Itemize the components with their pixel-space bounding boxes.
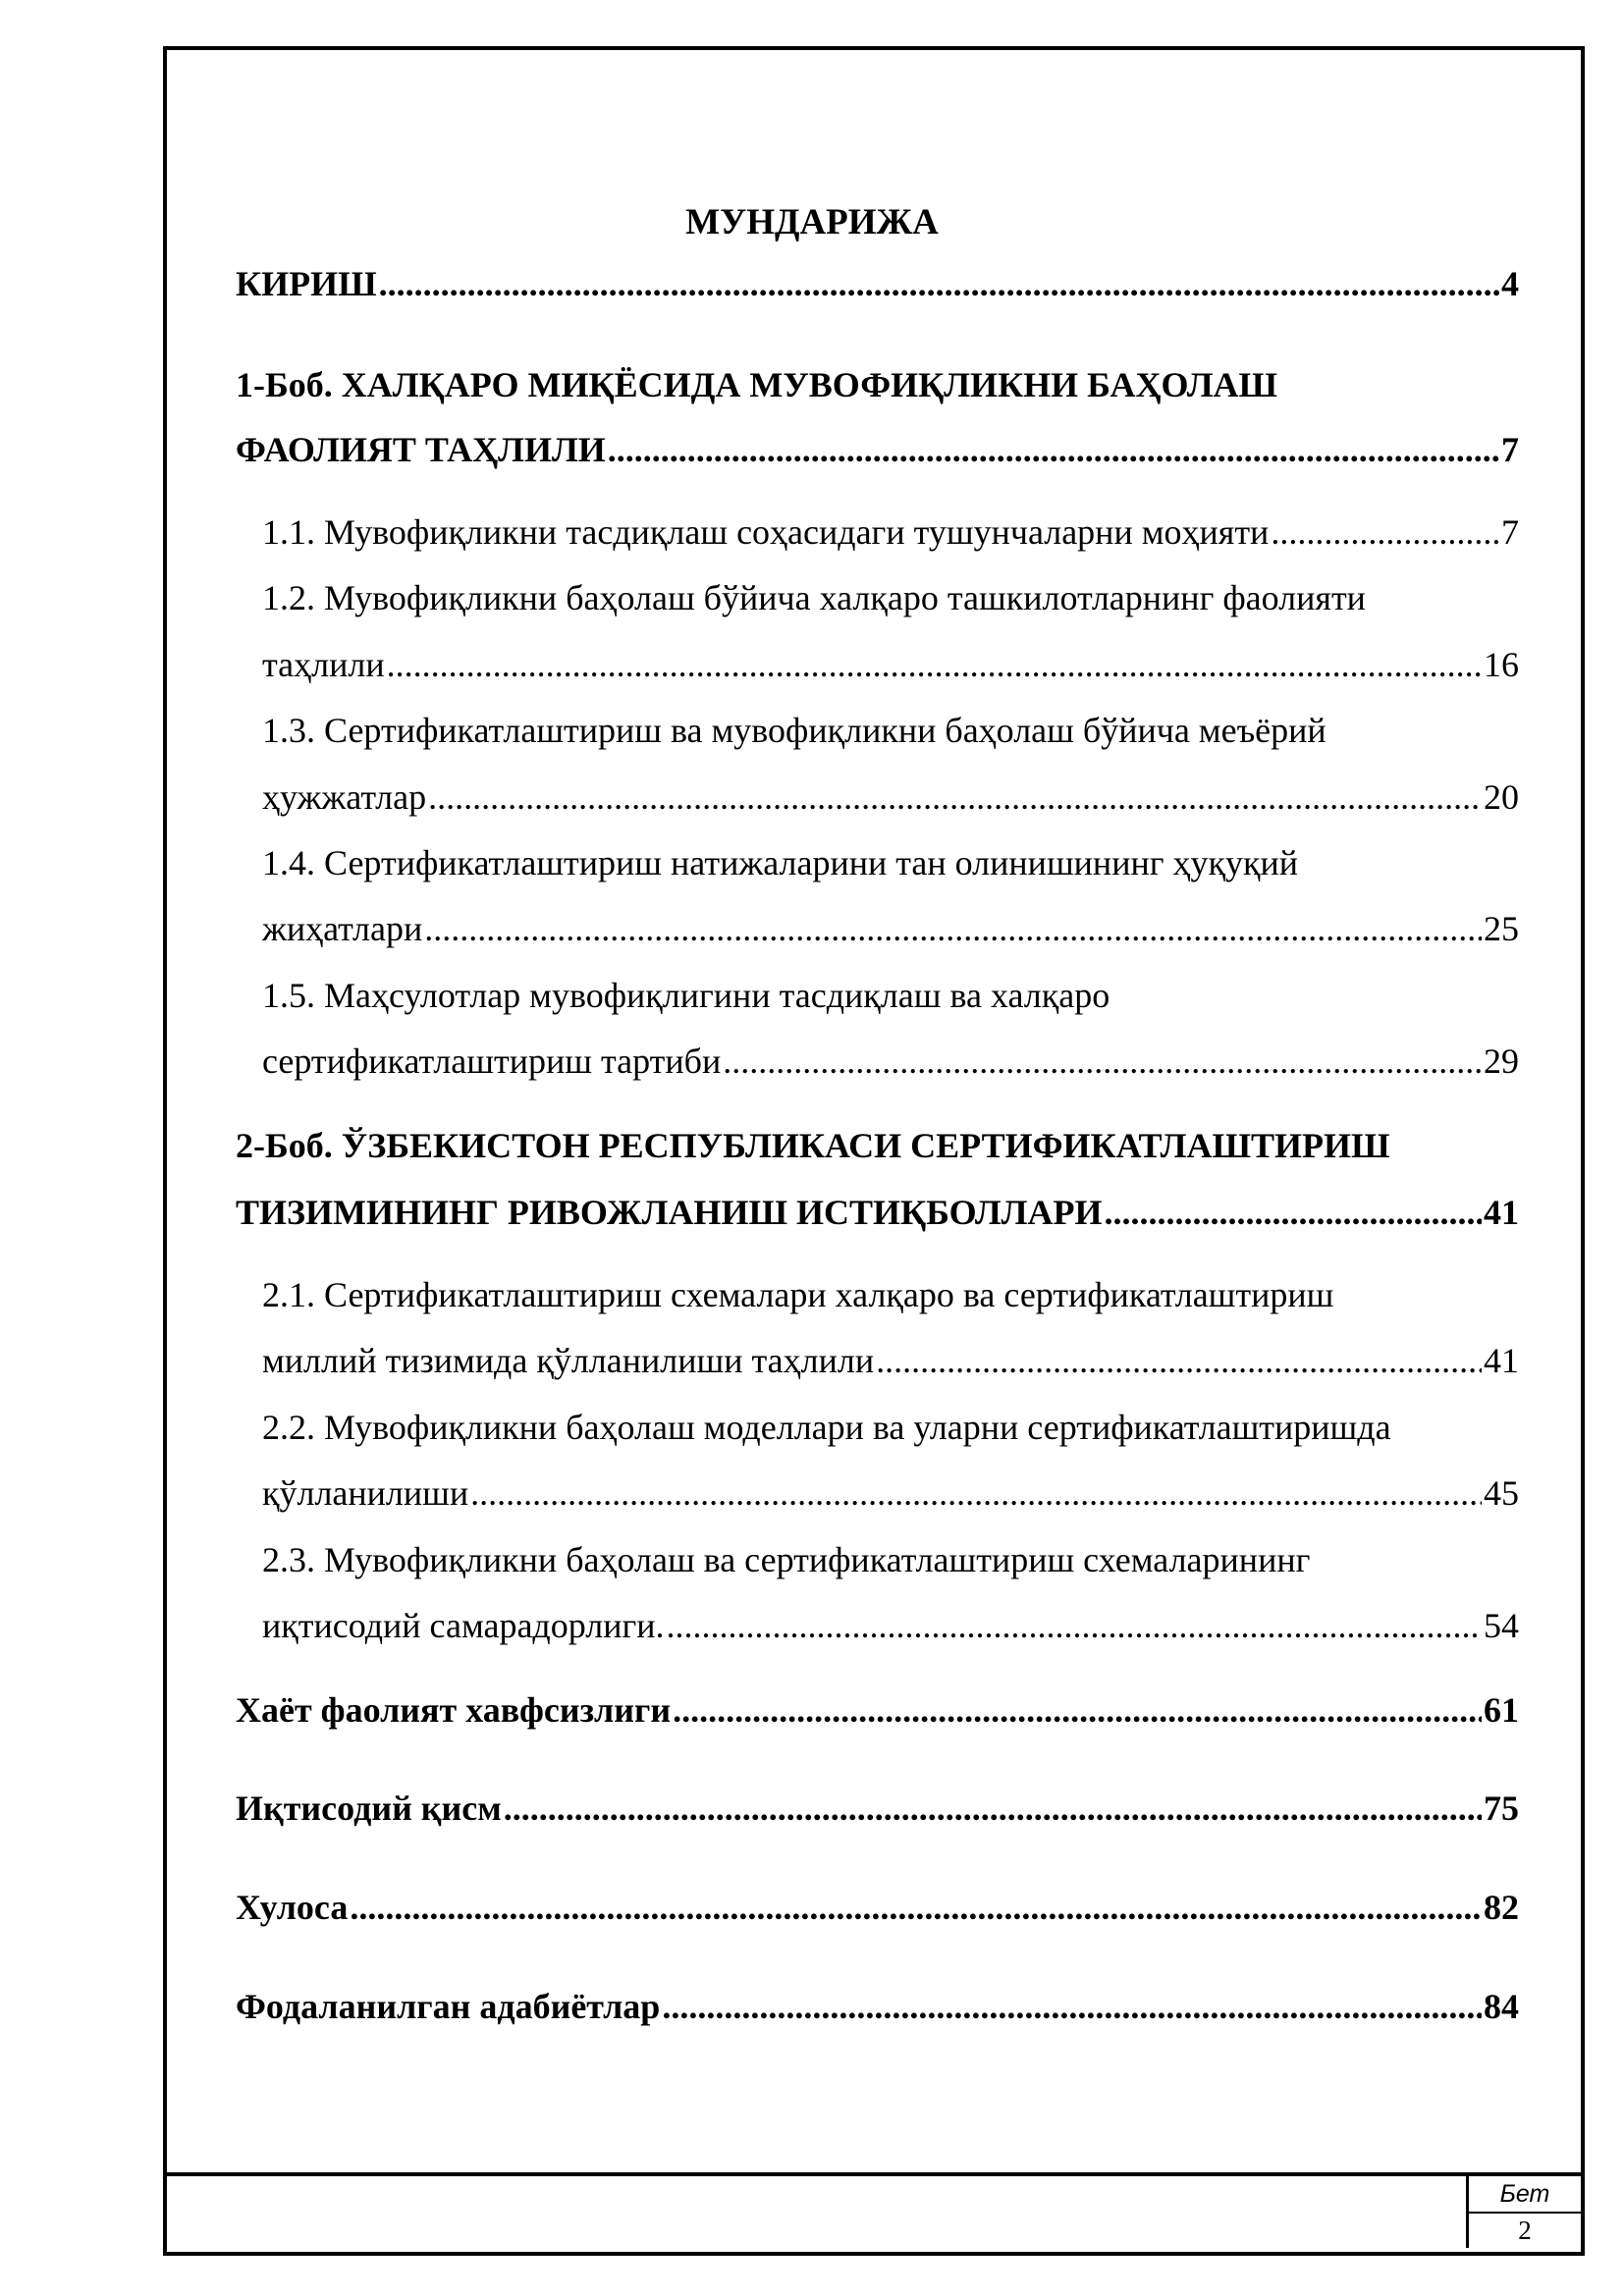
toc-entry-text: ҳужжатлар xyxy=(262,777,427,817)
toc-leader xyxy=(350,1884,1482,1931)
toc-entry-section-2-2[interactable] xyxy=(262,1469,1519,1517)
toc-entry-section-2-3[interactable] xyxy=(262,1602,1519,1649)
toc-entry-text: ТИЗИМИНИНГ РИВОЖЛАНИШ ИСТИҚБОЛЛАРИ xyxy=(236,1193,1103,1232)
toc-leader xyxy=(504,1785,1482,1832)
toc-section-1-3-title: 1.3. Сертификатлаштириш ва мувофиқликни баҳолаш бўйича меъёрий xyxy=(262,711,1326,750)
toc-leader xyxy=(673,1686,1482,1734)
toc-entry-text: Иқтисодий қисм xyxy=(236,1789,502,1828)
toc-entry-page: 29 xyxy=(1484,1041,1519,1081)
toc-section-1-5-title: 1.5. Маҳсулотлар мувофиқлигини тасдиқлаш ва халқаро xyxy=(262,976,1110,1015)
toc-entry-page: 41 xyxy=(1484,1193,1519,1232)
toc-entry-text: иқтисодий самарадорлиги. xyxy=(262,1606,665,1645)
toc-section-2-1-title: 2.1. Сертификатлаштириш схемалари халқаро ва сертификатлаштириш xyxy=(262,1275,1334,1314)
page-number: 2 xyxy=(1518,2216,1532,2245)
toc-entry-page: 45 xyxy=(1484,1473,1519,1513)
toc-entry-text: қўлланилиши xyxy=(262,1473,469,1513)
toc-leader xyxy=(379,260,1499,307)
toc-entry-text: 1.1. Мувофиқликни тасдиқлаш соҳасидаги тушунчаларни моҳияти xyxy=(262,512,1270,552)
toc-entry-safety[interactable] xyxy=(236,1686,1519,1734)
toc-entry-page: 75 xyxy=(1484,1789,1519,1828)
toc-entry-text: Фодаланилган адабиётлар xyxy=(236,1987,661,2026)
toc-entry-text: Хаёт фаолият хавфсизлиги xyxy=(236,1690,672,1730)
toc-entry-page: 41 xyxy=(1484,1341,1519,1380)
toc-leader xyxy=(470,1469,1482,1517)
toc-entry-intro[interactable] xyxy=(236,260,1519,307)
toc-leader xyxy=(424,905,1482,952)
toc-entry-section-1-2[interactable] xyxy=(262,641,1519,688)
toc-entry-text: ФАОЛИЯТ ТАҲЛИЛИ xyxy=(236,430,606,469)
toc-entry-section-1-3[interactable] xyxy=(262,774,1519,821)
toc-leader xyxy=(387,641,1482,688)
page-number-box xyxy=(1466,2176,1581,2248)
toc-section-2-3-title: 2.3. Мувофиқликни баҳолаш ва сертификатлаштириш схемаларининг xyxy=(262,1540,1311,1579)
toc-entry-section-2-1[interactable] xyxy=(262,1337,1519,1384)
toc-leader xyxy=(723,1038,1482,1085)
toc-chapter-2-title: 2-Боб. ЎЗБЕКИСТОН РЕСПУБЛИКАСИ СЕРТИФИКАТЛАШТИРИШ xyxy=(236,1126,1390,1165)
toc-leader xyxy=(428,774,1482,821)
toc-entry-page: 7 xyxy=(1501,512,1519,552)
toc-entry-text: Хулоса xyxy=(236,1888,349,1927)
toc-title: МУНДАРИЖА xyxy=(685,202,939,242)
toc-section-2-2-title: 2.2. Мувофиқликни баҳолаш моделлари ва уларни сертификатлаштиришда xyxy=(262,1408,1391,1447)
toc-entry-references[interactable] xyxy=(236,1983,1519,2030)
toc-entry-chapter-1[interactable] xyxy=(236,426,1519,473)
toc-leader xyxy=(662,1983,1482,2030)
toc-entry-page: 54 xyxy=(1484,1606,1519,1645)
toc-entry-text: миллий тизимида қўлланилиши таҳлили xyxy=(262,1341,875,1380)
toc-entry-section-1-4[interactable] xyxy=(262,905,1519,952)
toc-entry-page: 61 xyxy=(1484,1690,1519,1730)
toc-entry-chapter-2[interactable] xyxy=(236,1189,1519,1236)
toc-entry-page: 84 xyxy=(1484,1987,1519,2026)
toc-entry-page: 4 xyxy=(1501,264,1519,303)
footer-stamp xyxy=(167,2172,1581,2252)
toc-entry-economics[interactable] xyxy=(236,1785,1519,1832)
toc-leader xyxy=(667,1602,1482,1649)
toc-entry-conclusion[interactable] xyxy=(236,1884,1519,1931)
toc-entry-text: таҳлили xyxy=(262,645,385,684)
toc-entry-section-1-5[interactable] xyxy=(262,1038,1519,1085)
toc-section-1-4-title: 1.4. Сертификатлаштириш натижаларини тан олинишининг ҳуқуқий xyxy=(262,843,1299,882)
toc-chapter-1-title: 1-Боб. ХАЛҚАРО МИҚЁСИДА МУВОФИҚЛИКНИ БАҲОЛАШ xyxy=(236,365,1278,404)
toc-entry-page: 20 xyxy=(1484,777,1519,817)
toc-section-1-2-title: 1.2. Мувофиқликни баҳолаш бўйича халқаро ташкилотларнинг фаолияти xyxy=(262,578,1366,617)
toc-entry-text: КИРИШ xyxy=(236,264,377,303)
toc-entry-page: 82 xyxy=(1484,1888,1519,1927)
toc-leader xyxy=(1105,1189,1483,1236)
toc-entry-page: 25 xyxy=(1484,909,1519,948)
toc-entry-page: 7 xyxy=(1501,430,1519,469)
toc-entry-text: сертификатлаштириш тартиби xyxy=(262,1041,722,1081)
toc-leader xyxy=(1271,508,1499,556)
toc-entry-section-1-1[interactable] xyxy=(262,508,1519,556)
toc-leader xyxy=(608,426,1499,473)
page-label: Бет xyxy=(1469,2176,1581,2214)
toc-entry-text: жиҳатлари xyxy=(262,909,423,948)
toc-leader xyxy=(876,1337,1482,1384)
toc-entry-page: 16 xyxy=(1484,645,1519,684)
